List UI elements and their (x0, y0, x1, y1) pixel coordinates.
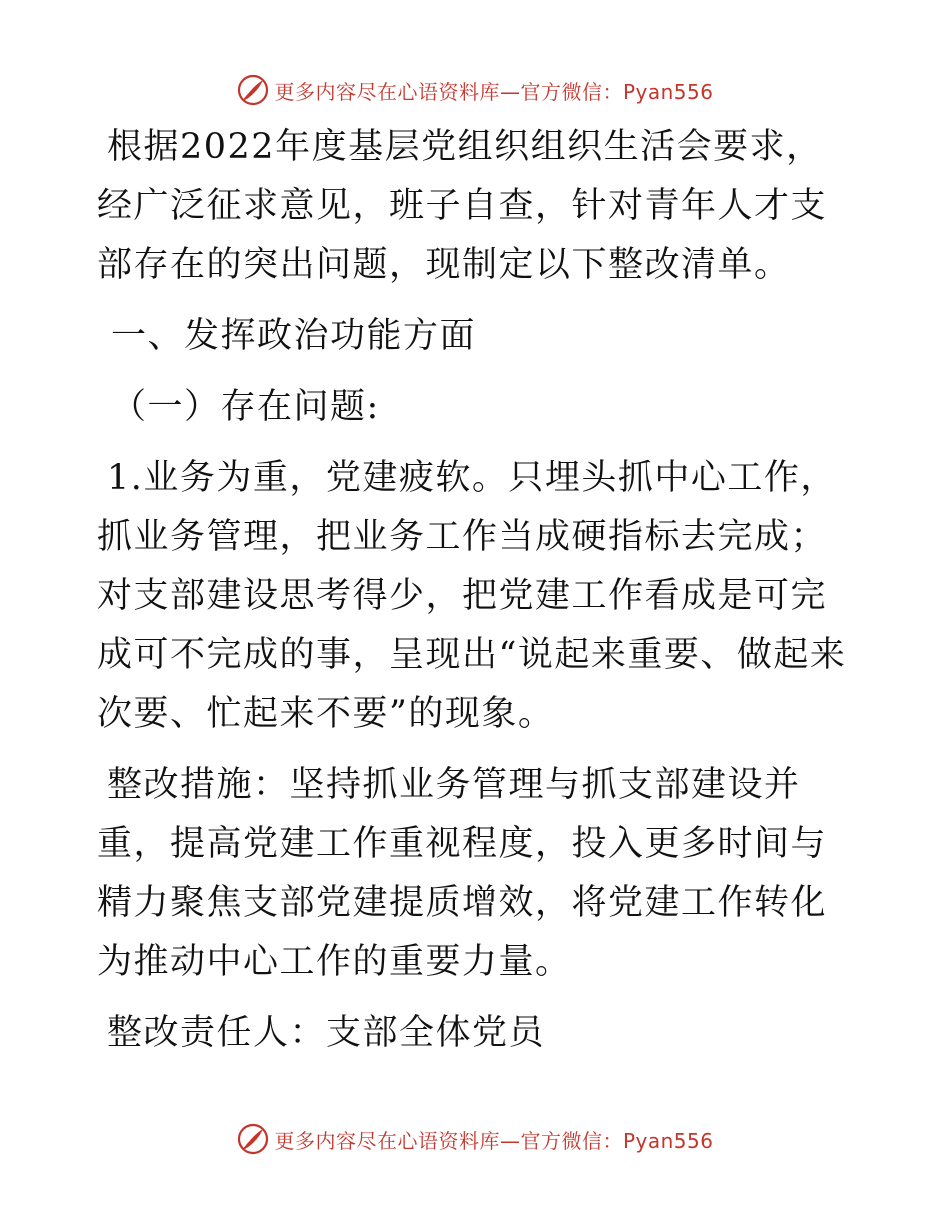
issue-paragraph: 1.业务为重，党建疲软。只埋头抓中心工作，抓业务管理，把业务工作当成硬指标去完成；对支部建设思考得少，把党建工作看成是可完成可不完成的事，呈现出“说起来重要、做起来次要、忙起来不要”的现象。 (97, 458, 847, 734)
intro-paragraph: 根据2022年度基层党组织组织生活会要求，经广泛征求意见，班子自查，针对青年人才支部存在的突出问题，现制定以下整改清单。 (97, 127, 828, 285)
subsection-heading: （一）存在问题: (111, 387, 380, 427)
header-watermark-banner (0, 70, 950, 110)
document-body (97, 118, 857, 1075)
watermark-main-text: 更多内容尽在心语资料库 (274, 1128, 500, 1153)
feather-pen-logo-icon (236, 73, 270, 107)
section-heading: 一、发挥政治功能方面 (111, 316, 477, 356)
watermark-wechat-text: 官方微信：Pyan556 (520, 1128, 714, 1153)
watermark-text (274, 1125, 713, 1154)
watermark-text (274, 76, 713, 105)
measures-paragraph: 整改措施：坚持抓业务管理与抓支部建设并重，提高党建工作重视程度，投入更多时间与精力聚焦支部党建提质增效，将党建工作转化为推动中心工作的重要力量。 (97, 765, 828, 982)
watermark-dash: — (499, 1128, 521, 1153)
feather-pen-logo-icon (236, 1122, 270, 1156)
watermark-main-text: 更多内容尽在心语资料库 (274, 79, 500, 104)
watermark-wechat-text: 官方微信：Pyan556 (520, 79, 714, 104)
watermark-dash: — (499, 79, 521, 104)
footer-watermark-banner (0, 1119, 950, 1159)
responsible-paragraph: 整改责任人：支部全体党员 (107, 1013, 546, 1053)
